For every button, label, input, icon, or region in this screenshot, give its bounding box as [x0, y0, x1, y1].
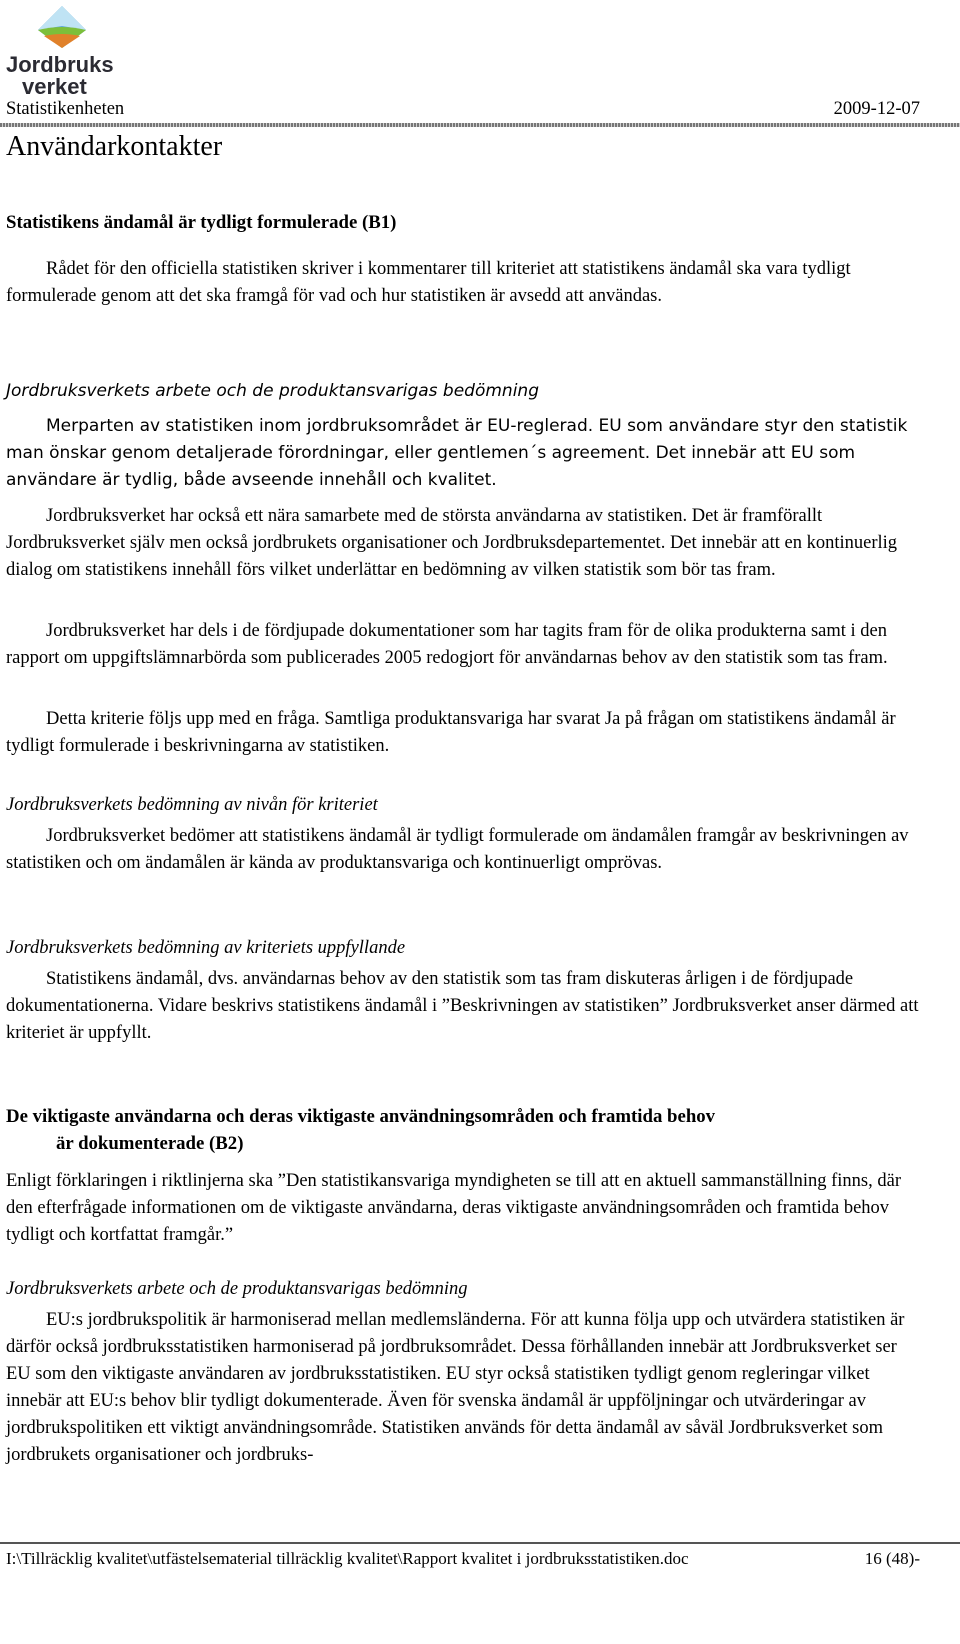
logo-line1: Jordbruks — [6, 52, 114, 77]
section1-heading: Statistikens ändamål är tydligt formulerade (B1) — [6, 212, 397, 233]
section1-paragraph-eu-b: EU som användare styr den statistik man önskar genom detaljerade förordningar, eller gentlemen´s agreement. Det innebär att EU som användare är tydlig, både avseende innehåll och kvalitet. — [6, 416, 908, 490]
section2-heading-line2: är dokumenterade (B2) — [56, 1133, 244, 1154]
section1-paragraph-docs: Jordbruksverket har dels i de fördjupade dokumentationer som har tagits fram för de olika produkterna samt i den rapport om uppgiftslämnarbörda som publicerades 2005 redogjort för användarnas behov av den statistik som tas fram. — [6, 621, 888, 668]
section1-subheading-work: Jordbruksverkets arbete och de produktansvarigas bedömning — [6, 381, 539, 401]
section1-paragraph-assessment: Jordbruksverket bedömer att statistikens ändamål är tydligt formulerade om ändamålen framgår av beskrivningen av statistiken och om ändamålen är kända av produktansvariga och kontinuerligt omprövas. — [6, 826, 909, 873]
section1-paragraph-collab: Jordbruksverket har också ett nära samarbete med de största användarna av statistiken. Det är framförallt Jordbruksverket själv men också jordbrukets organisationer och Jordbruksdepartementet. Det innebär att en kontinuerlig dialog om statistikens innehåll förs vilket underlättar en bedömning av vilken statistik som bör tas fram. — [6, 506, 898, 580]
section1-intro: Rådet för den officiella statistiken skriver i kommentarer till kriteriet att statistikens ändamål ska vara tydligt formulerade genom att det ska framgå för vad och hur statistiken är avsedd att användas. — [6, 259, 851, 306]
section1-paragraph-eu-a: Merparten av statistiken inom jordbruksområdet är EU-reglerad. — [46, 416, 594, 436]
section2-subheading-work: Jordbruksverkets arbete och de produktansvarigas bedömning — [6, 1279, 468, 1299]
footer-file-path: I:\Tillräcklig kvalitet\utfästelsematerial tillräcklig kvalitet\Rapport kvalitet i jordbruksstatistiken.doc — [6, 1549, 689, 1568]
logo-line2: verket — [22, 74, 87, 98]
page-title: Användarkontakter — [6, 131, 223, 162]
section1-paragraph-fulfilment: Statistikens ändamål, dvs. användarnas behov av den statistik som tas fram diskuteras årligen i de fördjupade dokumentationerna. Vidare beskrivs statistikens ändamål i ”Beskrivningen av statistiken” Jordbruksverket anser därmed att kriteriet är uppfyllt. — [6, 969, 919, 1043]
page-footer — [6, 1545, 920, 1573]
section2-heading — [6, 1103, 926, 1157]
jordbruksverket-logo — [4, 2, 124, 98]
header-unit: Statistikenheten — [6, 99, 125, 119]
footer-page-number: 16 (48)- — [864, 1549, 920, 1568]
section1-subheading-fulfilment: Jordbruksverkets bedömning av kriteriets uppfyllande — [6, 938, 406, 958]
section1-paragraph-followup: Detta kriterie följs upp med en fråga. Samtliga produktansvariga har svarat Ja på frågan om statistikens ändamål är tydligt formulerade i beskrivningarna av statistiken. — [6, 709, 896, 756]
section2-paragraph-eu: EU:s jordbrukspolitik är harmoniserad mellan medlemsländerna. För att kunna följa upp och utvärdera statistiken är därför också jordbruksstatistiken harmoniserad på jordbruksområdet. Dessa förhållanden innebär att Jordbruksverket ser EU som den viktigaste användaren av jordbruksstatistiken. EU styr också statistiken tydligt genom regleringar vilket innebär att EU:s behov blir tydligt dokumenterade. Även för svenska ändamål är uppföljningar och utvärderingar av jordbrukspolitiken ett viktigt användningsområde. Statistiken används för detta ändamål av såväl Jordbruksverket som jordbrukets organisationer och jordbruks- — [6, 1310, 905, 1465]
section2-intro: Enligt förklaringen i riktlinjerna ska ”Den statistikansvariga myndigheten se till att en aktuell sammanställning finns, där den efterfrågade informationen om de viktigaste användarna, deras viktigaste användningsområden och framtida behov tydligt och kortfattat framgår.” — [6, 1171, 901, 1245]
section2-heading-line1: De viktigaste användarna och deras viktigaste användningsområden och framtida behov — [6, 1106, 716, 1127]
page-header — [6, 95, 922, 123]
footer-divider — [0, 1542, 960, 1544]
header-date: 2009-12-07 — [833, 99, 920, 119]
section1-paragraph-eu — [6, 413, 926, 494]
section1-subheading-level: Jordbruksverkets bedömning av nivån för kriteriet — [6, 795, 378, 815]
